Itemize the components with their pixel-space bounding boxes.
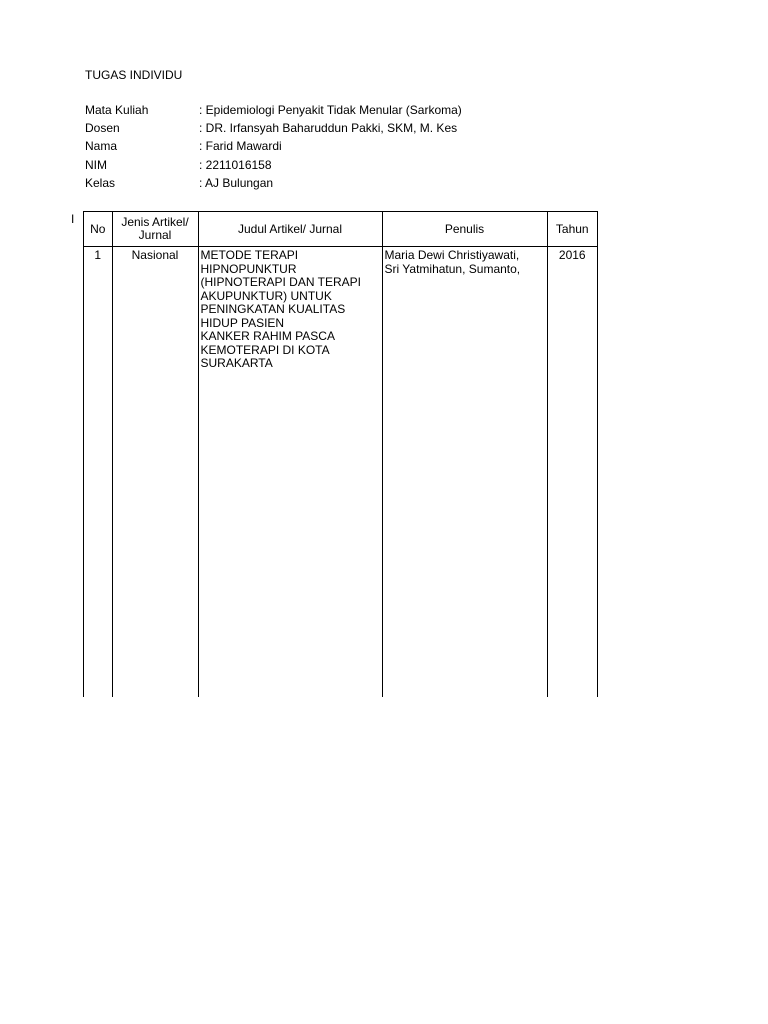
column-header-jenis: Jenis Artikel/ Jurnal — [112, 212, 198, 247]
column-header-penulis: Penulis — [382, 212, 547, 247]
meta-value: : DR. Irfansyah Baharuddun Pakki, SKM, M. Kes — [199, 121, 458, 136]
meta-label: Kelas — [85, 175, 116, 190]
cell-jenis: Nasional — [112, 247, 198, 698]
meta-label: Mata Kuliah — [85, 103, 149, 117]
judul-line: HIDUP PASIEN — [200, 315, 285, 330]
penulis-line: Sri Yatmihatun, Sumanto, — [384, 261, 521, 276]
article-table-frame — [83, 211, 598, 697]
meta-label: Dosen — [85, 121, 120, 136]
column-header-judul: Judul Artikel/ Jurnal — [198, 212, 382, 247]
table-row — [84, 247, 597, 698]
judul-line: HIPNOPUNKTUR — [200, 261, 297, 276]
meta-value: : AJ Bulungan — [199, 175, 274, 190]
cell-tahun: 2016 — [547, 247, 597, 698]
table-header-row — [84, 212, 597, 247]
document-title: TUGAS INDIVIDU — [85, 68, 183, 82]
meta-value: : Farid Mawardi — [199, 139, 282, 154]
judul-line: METODE TERAPI — [200, 248, 299, 262]
cell-no: 1 — [94, 248, 102, 262]
stray-mark: I — [71, 212, 75, 226]
meta-label: Nama — [85, 139, 118, 154]
cell-judul — [198, 247, 382, 698]
judul-line: PENINGKATAN KUALITAS — [200, 302, 346, 316]
judul-line: KEMOTERAPI DI KOTA — [200, 342, 330, 357]
penulis-line: Maria Dewi Christiyawati, — [384, 248, 520, 262]
meta-value: : 2211016158 — [199, 157, 272, 172]
judul-line: (HIPNOTERAPI DAN TERAPI — [200, 275, 361, 289]
judul-line: KANKER RAHIM PASCA — [200, 329, 335, 343]
article-table — [84, 212, 597, 697]
column-header-no: No — [84, 212, 112, 247]
meta-value: : Epidemiologi Penyakit Tidak Menular (Sarkoma) — [199, 103, 462, 117]
cell-penulis — [382, 247, 547, 698]
column-header-tahun: Tahun — [547, 212, 597, 247]
judul-line: SURAKARTA — [200, 356, 273, 370]
meta-label: NIM — [85, 157, 107, 172]
judul-line: AKUPUNKTUR) UNTUK — [200, 288, 332, 303]
